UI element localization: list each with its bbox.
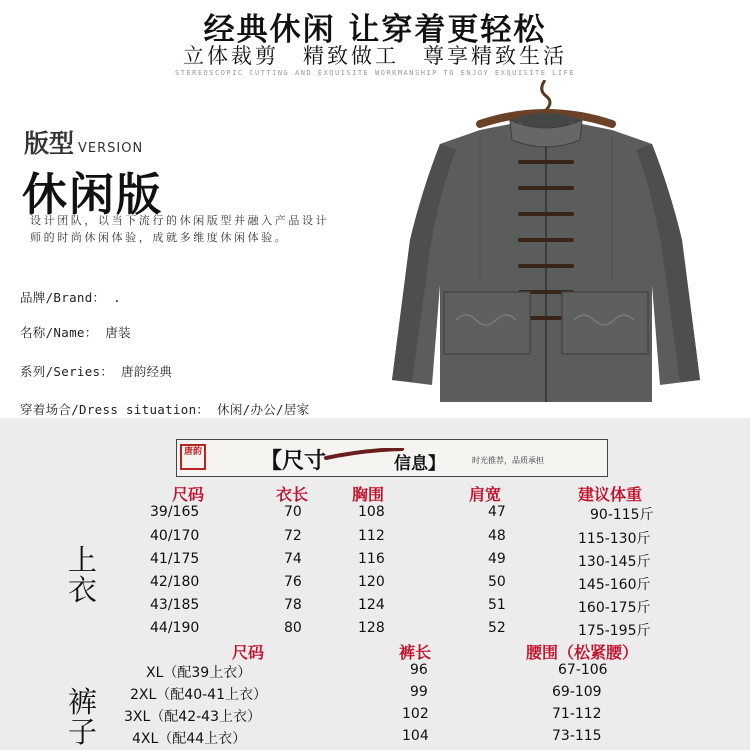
jacket-cell-length: 74 xyxy=(284,551,302,567)
jacket-header-chest: 胸围 xyxy=(352,485,385,504)
pants-cell-waist: 71-112 xyxy=(552,706,602,722)
pants-header-length: 裤长 xyxy=(399,643,432,662)
banner-title-right: 信息】 xyxy=(394,454,445,474)
jacket-side-label-top: 上 xyxy=(68,543,98,577)
pants-cell-size: 3XL（配42-43上衣） xyxy=(124,709,261,725)
pants-header-waist: 腰围（松紧腰） xyxy=(526,643,639,662)
right-pocket xyxy=(562,292,648,354)
pants-cell-length: 96 xyxy=(410,662,428,678)
jacket-cell-chest: 120 xyxy=(358,574,385,590)
jacket-cell-length: 70 xyxy=(284,504,302,520)
seal-stamp: 唐韵 xyxy=(180,444,206,470)
jacket-cell-size: 40/170 xyxy=(150,528,200,544)
jacket-header-weight: 建议体重 xyxy=(578,485,643,504)
jacket-cell-chest: 128 xyxy=(358,620,385,636)
attr-series: 系列/Series： 唐韵经典 xyxy=(20,364,173,379)
pants-cell-length: 99 xyxy=(410,684,428,700)
english-tagline: STEREOSCOPIC CUTTING AND EXQUISITE WORKMANSHIP TO ENJOY EXQUISITE LIFE xyxy=(174,69,575,77)
pants-cell-size: XL（配39上衣） xyxy=(146,665,252,681)
left-pocket xyxy=(444,292,530,354)
jacket-cell-size: 42/180 xyxy=(150,574,200,590)
jacket-cell-chest: 124 xyxy=(358,597,385,613)
jacket-cell-weight: 175-195斤 xyxy=(578,623,651,639)
pants-cell-size: 2XL（配40-41上衣） xyxy=(130,687,267,703)
jacket-cell-length: 76 xyxy=(284,574,302,590)
jacket-header-size: 尺码 xyxy=(172,485,205,504)
jacket-cell-chest: 112 xyxy=(358,528,385,544)
jacket-side-label-bottom: 衣 xyxy=(68,573,98,607)
jacket-header-length: 衣长 xyxy=(276,485,309,504)
version-label-en: VERSION xyxy=(78,141,144,156)
brush-stroke xyxy=(324,448,404,460)
jacket-cell-length: 80 xyxy=(284,620,302,636)
jacket-image xyxy=(360,80,750,402)
jacket-cell-shoulder: 47 xyxy=(488,504,506,520)
jacket-cell-weight: 130-145斤 xyxy=(578,554,651,570)
jacket-cell-size: 39/165 xyxy=(150,504,200,520)
banner-slogan: 时光推荐，品质承担 xyxy=(472,456,544,465)
page-subtitle: 立体裁剪 精致做工 尊享精致生活 xyxy=(183,44,567,68)
banner-title-left: 【尺寸 xyxy=(260,449,327,474)
jacket-cell-chest: 116 xyxy=(358,551,385,567)
jacket-cell-shoulder: 52 xyxy=(488,620,506,636)
jacket-cell-length: 78 xyxy=(284,597,302,613)
jacket-header-shoulder: 肩宽 xyxy=(469,485,502,504)
version-value: 休闲版 xyxy=(22,168,164,221)
jacket-cell-shoulder: 48 xyxy=(488,528,506,544)
pants-side-label-top: 裤 xyxy=(68,685,98,719)
pants-header-size: 尺码 xyxy=(232,643,265,662)
jacket-cell-size: 43/185 xyxy=(150,597,200,613)
pants-side-label-bottom: 子 xyxy=(68,715,98,749)
pants-cell-waist: 69-109 xyxy=(552,684,602,700)
jacket-cell-size: 44/190 xyxy=(150,620,200,636)
pants-cell-waist: 73-115 xyxy=(552,728,602,744)
jacket-cell-weight: 145-160斤 xyxy=(578,577,651,593)
attr-brand: 品牌/Brand： . xyxy=(20,290,122,305)
jacket-cell-length: 72 xyxy=(284,528,302,544)
page-title: 经典休闲 让穿着更轻松 xyxy=(203,12,547,48)
jacket-cell-weight: 160-175斤 xyxy=(578,600,651,616)
pants-cell-length: 102 xyxy=(402,706,429,722)
jacket-cell-shoulder: 49 xyxy=(488,551,506,567)
jacket-cell-shoulder: 50 xyxy=(488,574,506,590)
jacket-cell-weight: 90-115斤 xyxy=(590,507,654,523)
version-label-cn: 版型 xyxy=(24,129,75,158)
pants-cell-waist: 67-106 xyxy=(558,662,608,678)
jacket-cell-shoulder: 51 xyxy=(488,597,506,613)
jacket-cell-weight: 115-130斤 xyxy=(578,531,651,547)
hanger-hook xyxy=(542,80,550,110)
jacket-cell-chest: 108 xyxy=(358,504,385,520)
attr-name: 名称/Name： 唐装 xyxy=(20,325,131,340)
pants-cell-length: 104 xyxy=(402,728,429,744)
description-text: 设计团队，以当下流行的休闲版型并融入产品设计师的时尚休闲体验，成就多维度休闲体验。 xyxy=(30,214,330,244)
pants-cell-size: 4XL（配44上衣） xyxy=(132,731,247,747)
version-label xyxy=(24,124,143,160)
jacket-cell-size: 41/175 xyxy=(150,551,200,567)
attr-dress-situation: 穿着场合/Dress situation： 休闲/办公/居家 xyxy=(20,402,310,417)
